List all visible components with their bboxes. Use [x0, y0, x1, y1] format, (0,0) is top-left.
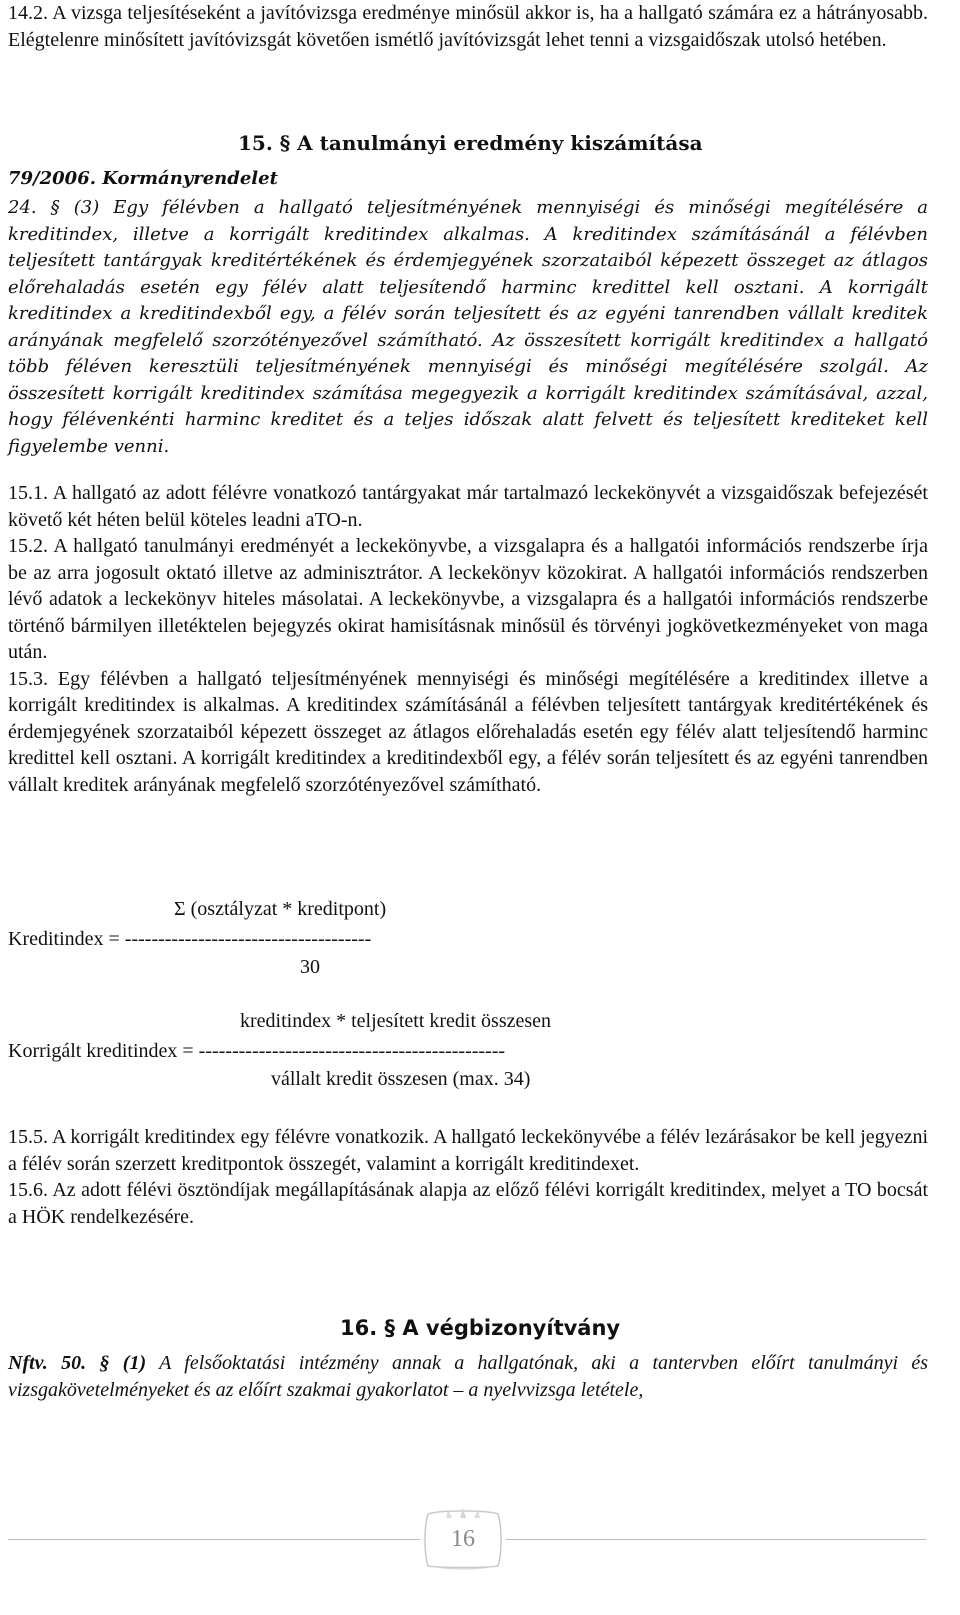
- paragraph-14-2: 14.2. A vizsga teljesítéseként a javítóvizsga eredménye minősül akkor is, ha a hallgató számára ez a hátrányosabb. Elégtelenre minősített javítóvizsgát követően ismétlő javítóvizsgát lehet tenni a vizsgaidőszak utolsó hetében.: [8, 2, 928, 51]
- page-number-badge: [418, 1506, 508, 1572]
- kreditindex-formula: [8, 898, 928, 988]
- formula-1-numerator: Σ (osztályzat * kreditpont): [174, 898, 387, 920]
- paragraph-24-3: 24. § (3) Egy félévben a hallgató teljesítményének mennyiségi és minőségi megítélésére a kreditindex, illetve a korrigált kreditindex alkalmas. A kreditindex számításánál a félévben teljesített tantárgyak kreditértékének és érdemjegyének szorzataiból képezett összeget az átlagos előrehaladás esetén egy félév alatt teljesítendő harminc kredittel kell osztani. A korrigált kreditindex a kreditindexből egy, a félév során teljesített és az egyéni tanrendben vállalt kreditek arányának megfelelő szorzótényezővel számítható. Az összesített korrigált kreditindex a hallgató több féléven keresztüli teljesítményének mennyiségi és minőségi megítélésére szolgál. Az összesített korrigált kreditindex számítása megegyezik a korrigált kreditindex számításával, azzal, hogy félévenkénti harminc kreditet és a teljes időszak alatt felvett és teljesített krediteket kell figyelembe venni.: [8, 197, 928, 457]
- page-footer: [0, 1500, 960, 1580]
- paragraph-15-2: 15.2. A hallgató tanulmányi eredményét a leckekönyvbe, a vizsgalapra és a hallgatói információs rendszerbe írja be az arra jogosult oktató illetve az adminisztrátor. A leckekönyv közokirat. A hallgatói információs rendszerben lévő adatok a leckekönyv hiteles másolatai. A leckekönyvbe, a vizsgalapra és a hallgatói információs rendszerbe történő bármilyen illetéktelen bejegyzés okirat hamisításnak minősül és törvényi jogkövetkezményeket von maga után.: [8, 535, 928, 663]
- decree-reference: 79/2006. Kormányrendelet: [8, 168, 278, 189]
- paragraph-15-1: 15.1. A hallgató az adott félévre vonatkozó tantárgyakat már tartalmazó leckekönyvét a vizsgaidőszak befejezését követő két héten belül köteles leadni aTO-n.: [8, 482, 928, 531]
- paragraphs-15-5-block: [8, 1124, 928, 1230]
- paragraph-15-3: 15.3. Egy félévben a hallgató teljesítményének mennyiségi és minőségi megítélésére a kreditindex illetve a korrigált kreditindex is alkalmas. A kreditindex számításánál a félévben teljesített tantárgyak kreditértékének és érdemjegyének szorzataiból képezett összeget az átlagos előrehaladás esetén egy félév alatt teljesítendő harminc kredittel kell osztani. A korrigált kreditindex a kreditindexből egy, a félév során teljesített és az egyéni tanrendben vállalt kreditek arányának megfelelő szorzótényezővel számítható.: [8, 667, 928, 796]
- paragraph-15-5: 15.5. A korrigált kreditindex egy félévre vonatkozik. A hallgató leckekönyvébe a félév lezárásakor be kell jegyezni a félév során szerzett kreditpontok összegét, valamint a korrigált kreditindexet.: [8, 1126, 928, 1175]
- footer-rule-right: [506, 1539, 926, 1540]
- section-15-heading: 15. § A tanulmányi eredmény kiszámítása: [238, 131, 703, 155]
- nftv-paragraph: [8, 1350, 928, 1403]
- formula-2-denominator: vállalt kredit összesen (max. 34): [271, 1068, 531, 1090]
- footer-rule-left: [8, 1539, 420, 1540]
- nftv-reference: Nftv. 50. § (1): [8, 1352, 147, 1374]
- formula-2-lhs: Korrigált kreditindex = ----------------------------------------------: [8, 1040, 506, 1062]
- paragraph-15-6: 15.6. Az adott félévi ösztöndíjak megállapításának alapja az előző félévi korrigált kreditindex, melyet a TO bocsát a HÖK rendelkezésére.: [8, 1179, 928, 1228]
- nftv-text: A felsőoktatási intézmény annak a hallgatónak, aki a tantervben előírt tanulmányi és vizsgakövetelményeket és az előírt szakmai gyakorlatot – a nyelvvizsga letétele,: [8, 1352, 928, 1401]
- formula-2-numerator: kreditindex * teljesített kredit összesen: [240, 1010, 552, 1032]
- formula-1-lhs: Kreditindex = -------------------------------------: [8, 928, 372, 950]
- paragraphs-15-block: [8, 480, 928, 798]
- page-number: 16: [451, 1525, 475, 1552]
- korrigalt-kreditindex-formula: [8, 1010, 928, 1100]
- section-16-heading: 16. § A végbizonyítvány: [340, 1316, 621, 1340]
- formula-1-denominator: 30: [300, 956, 320, 978]
